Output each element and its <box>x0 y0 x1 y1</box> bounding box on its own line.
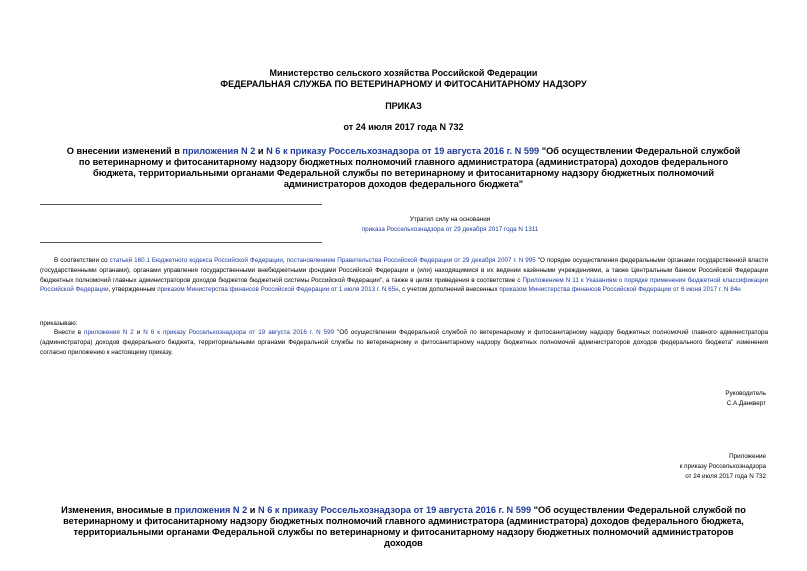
changes-prefix: Изменения, вносимые в <box>61 505 175 515</box>
annex-line-1: Приложение <box>729 453 766 460</box>
clause-text-3: "Об осуществлении Федеральной службой по ветеринарному и фитосанитарному надзору бюджетных полномочий главного администратора (администратора) доходов федерального бюджета, территориальными органами Федеральной службы по ветеринарному и фитосанитарному надзору бюджетных полномочий администраторов доходов федерального бюджета" изменения согласно приложению к настоящему приказу. <box>40 329 768 356</box>
document-header <box>0 68 807 90</box>
lost-force-text: Утратил силу на основании <box>409 216 491 223</box>
link-minfin-65n[interactable]: приказом Министерства финансов Российской Федерации от 1 июля 2013 г. N 65н <box>157 286 399 294</box>
signature-block <box>725 389 766 409</box>
preamble-text-1: В соответствии со <box>54 257 110 264</box>
title-link-annex-6[interactable]: N 6 к приказу Россельхознадзора от 19 августа 2016 г. N 599 <box>266 146 540 156</box>
link-budget-code[interactable]: статьей 160.1 Бюджетного кодекса Российской Федерации <box>109 257 283 264</box>
link-government-decree[interactable]: постановлением Правительства Российской Федерации от 29 декабря 2007 г. N 995 <box>286 257 536 264</box>
lost-force-link[interactable]: приказа Россельхознадзора от 29 декабря 2017 года N 1311 <box>361 226 539 233</box>
title-and: и <box>255 146 267 156</box>
annex-line-3: от 24 июля 2017 года N 732 <box>685 472 766 480</box>
clause-link-annex-2[interactable]: приложения N 2 <box>84 329 134 336</box>
changes-title <box>60 505 747 549</box>
changes-and: и <box>247 505 258 515</box>
link-annex-11[interactable]: Приложением N 11 к Указаниям о порядке применения бюджетной классификации Российской Федерации <box>40 276 769 294</box>
changes-rest: "Об осуществлении Федеральной службой по ветеринарному и фитосанитарному надзору бюджетных полномочий главного администратора (администратора) доходов федерального бюджета, территориальными органами Федеральной службы по ветеринарному и фитосанитарному надзору бюджетных полномочий администраторов доходов <box>63 505 746 548</box>
changes-link-annex-2[interactable]: приложения N 2 <box>174 505 248 515</box>
title-prefix: О внесении изменений в <box>66 146 183 156</box>
changes-link-annex-6[interactable]: N 6 к приказу Россельхознадзора от 19 августа 2016 г. N 599 <box>258 505 532 515</box>
preamble-text-3: "О порядке осуществления федеральными органами государственной власти (государственными органами), органами управления государственными внебюджетными фондами Российской Федерации и (или) находящимися в их ведении казёнными учреждениями, а также Центральным банком Российской Федерации бюджетных полномочий главных администраторов доходов бюджетов бюджетной системы Российской Федерации", а также в целях приведения в соответствие с <box>40 257 769 284</box>
title-link-annex-2[interactable]: приложения N 2 <box>182 146 256 156</box>
annex-reference <box>680 452 766 481</box>
preamble-paragraph <box>40 256 768 295</box>
clause-text-1: Внести в <box>54 329 85 336</box>
document-type: ПРИКАЗ <box>385 101 422 111</box>
title-rest: "Об осуществлении Федеральной службой по ветеринарному и фитосанитарному надзору бюджетных полномочий главного администратора (администратора) доходов федерального бюджета, территориальными органами Федеральной службы по ветеринарному и фитосанитарному надзору бюджетных полномочий администраторов доходов федерального бюджета" <box>78 146 741 189</box>
signature-role: Руководитель <box>725 390 766 397</box>
document-date-number: от 24 июля 2017 года N 732 <box>343 122 464 132</box>
order-word: приказываю: <box>40 320 78 327</box>
annex-line-2: к приказу Россельхознадзора <box>679 462 766 470</box>
service-name: ФЕДЕРАЛЬНАЯ СЛУЖБА ПО ВЕТЕРИНАРНОМУ И ФИТОСАНИТАРНОМУ НАДЗОРУ <box>220 79 587 89</box>
clause-link-annex-6[interactable]: N 6 к приказу Россельхознадзора от 19 августа 2016 г. N 599 <box>143 329 335 336</box>
clause-paragraph <box>40 328 768 357</box>
lost-force-note <box>200 215 700 235</box>
link-minfin-84n[interactable]: приказом Министерства финансов Российской Федерации от 6 июня 2017 г. N 84н <box>499 286 741 294</box>
preamble-text-2: , <box>282 257 287 264</box>
ministry-name: Министерство сельского хозяйства Российской Федерации <box>269 68 538 78</box>
divider-bottom <box>40 242 322 243</box>
divider-top <box>40 204 322 205</box>
preamble-text-5: , с учетом дополнений внесенных <box>398 286 500 294</box>
document-title <box>60 146 747 190</box>
signature-name: С.А.Данкверт <box>726 399 766 407</box>
clause-text-2: и <box>133 329 144 336</box>
preamble-text-4: , утвержденным <box>108 286 158 294</box>
